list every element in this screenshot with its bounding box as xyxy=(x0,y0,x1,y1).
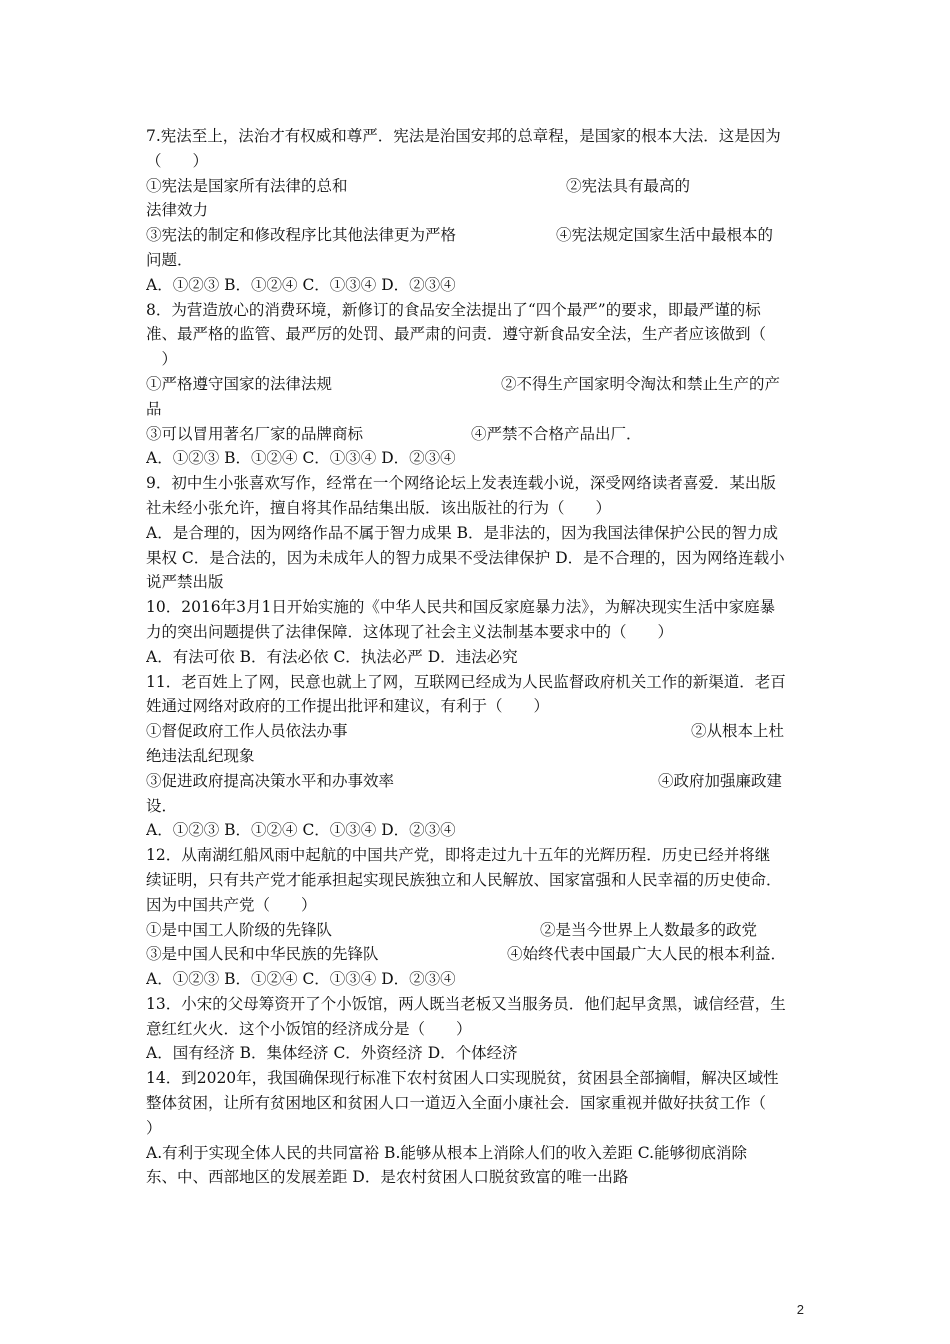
option-pair-line xyxy=(146,174,814,199)
option-left: ③促进政府提高决策水平和办事效率 xyxy=(146,771,395,790)
text-line: A．有法可依 B．有法必依 C．执法必严 D．违法必究 xyxy=(146,647,518,666)
text-line: 东、中、西部地区的发展差距 D．是农村贫困人口脱贫致富的唯一出路 xyxy=(146,1168,629,1187)
option-left: ①是中国工人阶级的先锋队 xyxy=(146,920,333,939)
text-line: 姓通过网络对政府的工作提出批评和建议，有利于（ ） xyxy=(146,697,550,716)
option-left: ③宪法的制定和修改程序比其他法律更为严格 xyxy=(146,226,457,245)
option-left: ①宪法是国家所有法律的总和 xyxy=(146,176,348,195)
option-right: ④宪法规定国家生活中最根本的 xyxy=(556,226,774,245)
option-pair-line xyxy=(146,372,814,397)
text-line: 因为中国共产党（ ） xyxy=(146,895,317,914)
text-line: 8．为营造放心的消费环境，新修订的食品安全法提出了“四个最严”的要求，即最严谨的标 xyxy=(146,300,761,319)
text-line: A．①②③ B．①②④ C．①③④ D．②③④ xyxy=(146,821,456,840)
option-right: ②宪法具有最高的 xyxy=(566,176,691,195)
text-line: 果权 C．是合法的，因为未成年人的智力成果不受法律保护 D．是不合理的，因为网络连载小 xyxy=(146,548,785,567)
text-line: A．①②③ B．①②④ C．①③④ D．②③④ xyxy=(146,449,456,468)
option-left: ③可以冒用著名厂家的品牌商标 xyxy=(146,424,364,443)
option-right: ④严禁不合格产品出厂． xyxy=(471,424,642,443)
text-line: 设． xyxy=(146,796,178,815)
text-line: A.有利于实现全体人民的共同富裕 B.能够从根本上消除人们的收入差距 C.能够彻底消除 xyxy=(146,1143,748,1162)
text-line: 续证明，只有共产党才能承担起实现民族独立和人民解放、国家富强和人民幸福的历史使命． xyxy=(146,870,782,889)
text-line: 说严禁出版 xyxy=(146,573,224,592)
option-right: ②是当今世界上人数最多的政党 xyxy=(540,920,758,939)
option-right: ②不得生产国家明令淘汰和禁止生产的产 xyxy=(501,374,781,393)
page-number: 2 xyxy=(796,1302,804,1317)
text-line: A．是合理的，因为网络作品不属于智力成果 B．是非法的，因为我国法律保护公民的智力成 xyxy=(146,523,779,542)
text-line: 7.宪法至上，法治才有权威和尊严．宪法是治国安邦的总章程，是国家的根本大法．这是因为 xyxy=(146,127,781,145)
option-pair-line xyxy=(146,942,814,967)
text-line: 9．初中生小张喜欢写作，经常在一个网络论坛上发表连载小说，深受网络读者喜爱．某出版 xyxy=(146,474,776,493)
text-line: ） xyxy=(146,350,178,369)
text-line: （ ） xyxy=(146,151,209,170)
text-line: 品 xyxy=(146,399,162,418)
option-left: ①严格遵守国家的法律法规 xyxy=(146,374,333,393)
text-line: 13．小宋的父母筹资开了个小饭馆，两人既当老板又当服务员．他们起早贪黑，诚信经营，生 xyxy=(146,994,786,1013)
option-pair-line xyxy=(146,422,814,447)
text-line: 力的突出问题提供了法律保障．这体现了社会主义法制基本要求中的（ ） xyxy=(146,622,674,641)
text-line: 社未经小张允许，擅自将其作品结集出版．该出版社的行为（ ） xyxy=(146,498,612,517)
text-line: 意红红火火．这个小饭馆的经济成分是（ ） xyxy=(146,1019,472,1038)
text-line: 准、最严格的监管、最严厉的处罚、最严肃的问责．遵守新食品安全法，生产者应该做到（ xyxy=(146,325,767,344)
text-line: A．国有经济 B．集体经济 C．外资经济 D．个体经济 xyxy=(146,1044,518,1063)
option-left: ③是中国人民和中华民族的先锋队 xyxy=(146,945,379,964)
text-line: 10．2016年3月1日开始实施的《中华人民共和国反家庭暴力法》，为解决现实生活中家庭暴 xyxy=(146,598,776,617)
option-left: ①督促政府工作人员依法办事 xyxy=(146,722,348,741)
text-line: 问题． xyxy=(146,250,193,269)
option-right: ②从根本上杜 xyxy=(691,722,785,741)
text-line: ） xyxy=(146,1118,162,1137)
option-pair-line xyxy=(146,918,814,943)
option-pair-line xyxy=(146,769,814,794)
option-right: ④始终代表中国最广大人民的根本利益． xyxy=(507,945,787,964)
option-pair-line xyxy=(146,719,814,744)
option-right: ④政府加强廉政建 xyxy=(658,771,783,790)
text-line: A．①②③ B．①②④ C．①③④ D．②③④ xyxy=(146,970,456,989)
option-pair-line xyxy=(146,223,814,248)
text-line: 11．老百姓上了网，民意也就上了网，互联网已经成为人民监督政府机关工作的新渠道．老百 xyxy=(146,672,786,691)
text-line: 14．到2020年，我国确保现行标准下农村贫困人口实现脱贫，贫困县全部摘帽，解决区域性 xyxy=(146,1069,779,1088)
question-text-block xyxy=(146,124,814,1190)
text-line: 整体贫困，让所有贫困地区和贫困人口一道迈入全面小康社会．国家重视并做好扶贫工作（ xyxy=(146,1094,767,1113)
text-line: 法律效力 xyxy=(146,201,209,220)
text-line: A．①②③ B．①②④ C．①③④ D．②③④ xyxy=(146,275,456,294)
text-line: 12．从南湖红船风雨中起航的中国共产党，即将走过九十五年的光辉历程．历史已经并将继 xyxy=(146,846,771,865)
text-line: 绝违法乱纪现象 xyxy=(146,746,255,765)
